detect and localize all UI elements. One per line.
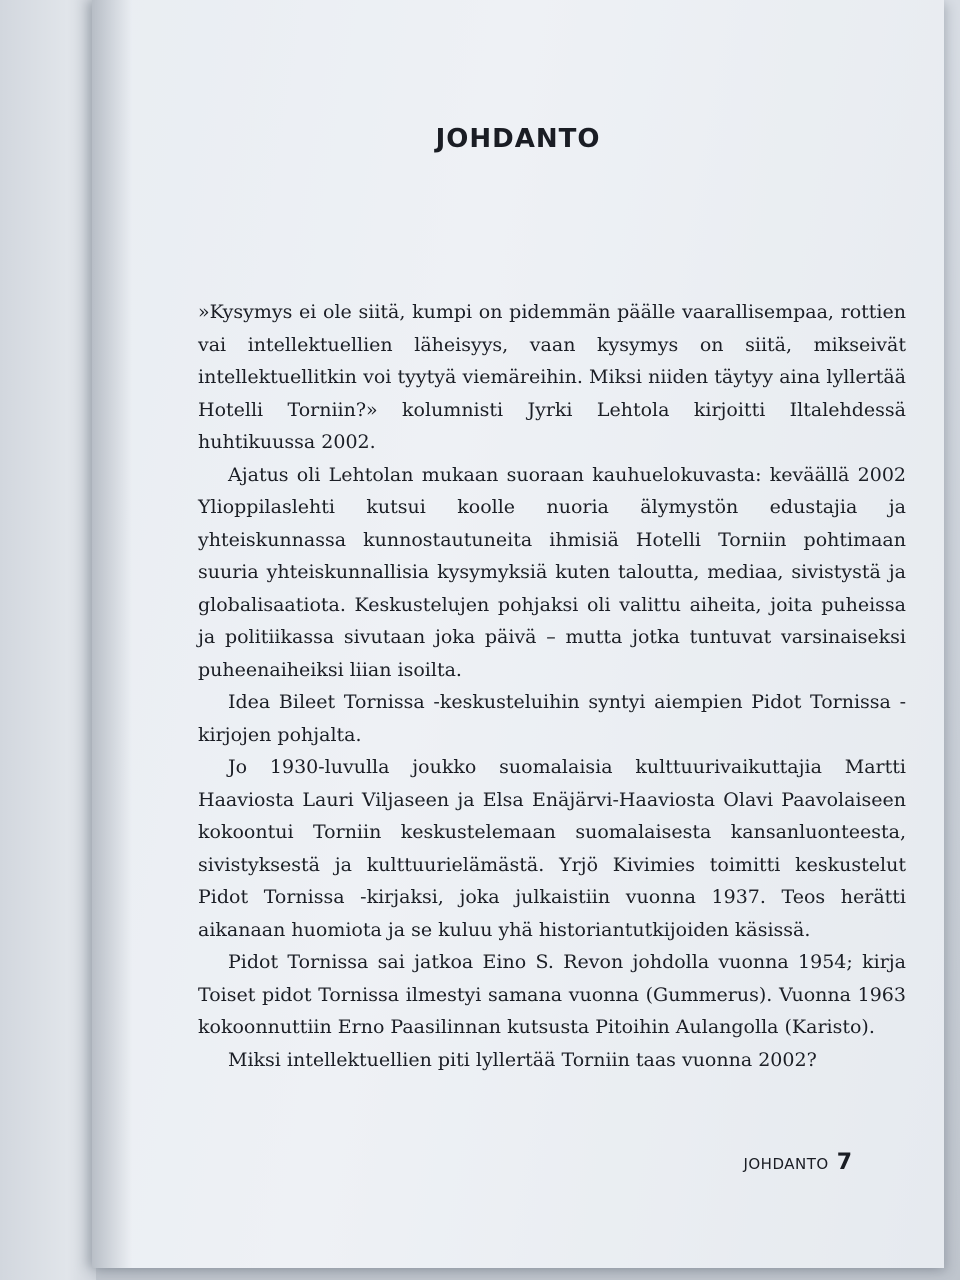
running-footer <box>743 1150 852 1175</box>
page-title: JOHDANTO <box>435 124 601 154</box>
paragraph-quote: »Kysymys ei ole siitä, kumpi on pidemmän päälle vaarallisempaa, rottien vai intellektuellien läheisyys, vaan kysymys on siitä, mikseivät intellektuellitkin voi tyytyä viemäreihin. Miksi niiden täytyy aina lyllertää Hotelli Torniin?» kolumnisti Jyrki Lehtola kirjoitti Iltalehdessä huhtikuussa 2002. <box>198 301 906 453</box>
book-page <box>92 0 944 1268</box>
body-text <box>198 296 906 1076</box>
paragraph-sequels: Pidot Tornissa sai jatkoa Eino S. Revon johdolla vuonna 1954; kirja Toiset pidot Tornissa ilmestyi samana vuonna (Gummerus). Vuonna 1963 kokoonnuttiin Erno Paasilinnan kutsusta Pitoihin Aulangolla (Karisto). <box>198 951 906 1038</box>
paragraph-lehtola: Ajatus oli Lehtolan mukaan suoraan kauhuelokuvasta: keväällä 2002 Ylioppilaslehti kutsui koolle nuoria älymystön edustajia ja yhteiskunnassa kunnostautuneita ihmisiä Hotelli Torniin pohtimaan suuria yhteiskunnallisia kysymyksiä kuten taloutta, mediaa, sivistystä ja globalisaatiota. Keskustelujen pohjaksi oli valittu aiheita, joita puheissa ja politiikassa sivutaan joka päivä – mutta jotka tuntuvat varsinaiseksi puheenaiheiksi liian isoilta. <box>198 463 906 681</box>
facing-page-edge <box>0 0 96 1280</box>
paragraph-1930s: Jo 1930-luvulla joukko suomalaisia kulttuurivaikuttajia Martti Haaviosta Lauri Viljaseen ja Elsa Enäjärvi-Haaviosta Olavi Paavolaiseen kokoontui Torniin keskustelemaan suomalaisesta kansanluonteesta, sivistyksestä ja kulttuurielämästä. Yrjö Kivimies toimitti keskustelut Pidot Tornissa -kirjaksi, joka julkaistiin vuonna 1937. Teos herätti aikanaan huomiota ja se kuluu yhä historiantutkijoiden käsissä. <box>198 756 906 941</box>
paragraph-idea: Idea Bileet Tornissa -keskusteluihin syntyi aiempien Pidot Tornissa -kirjojen pohjalta. <box>198 691 906 746</box>
page-number: 7 <box>836 1150 852 1175</box>
paragraph-question: Miksi intellektuellien piti lyllertää Torniin taas vuonna 2002? <box>228 1048 817 1071</box>
footer-section-label: JOHDANTO <box>743 1155 829 1173</box>
gutter-shadow <box>92 0 132 1268</box>
